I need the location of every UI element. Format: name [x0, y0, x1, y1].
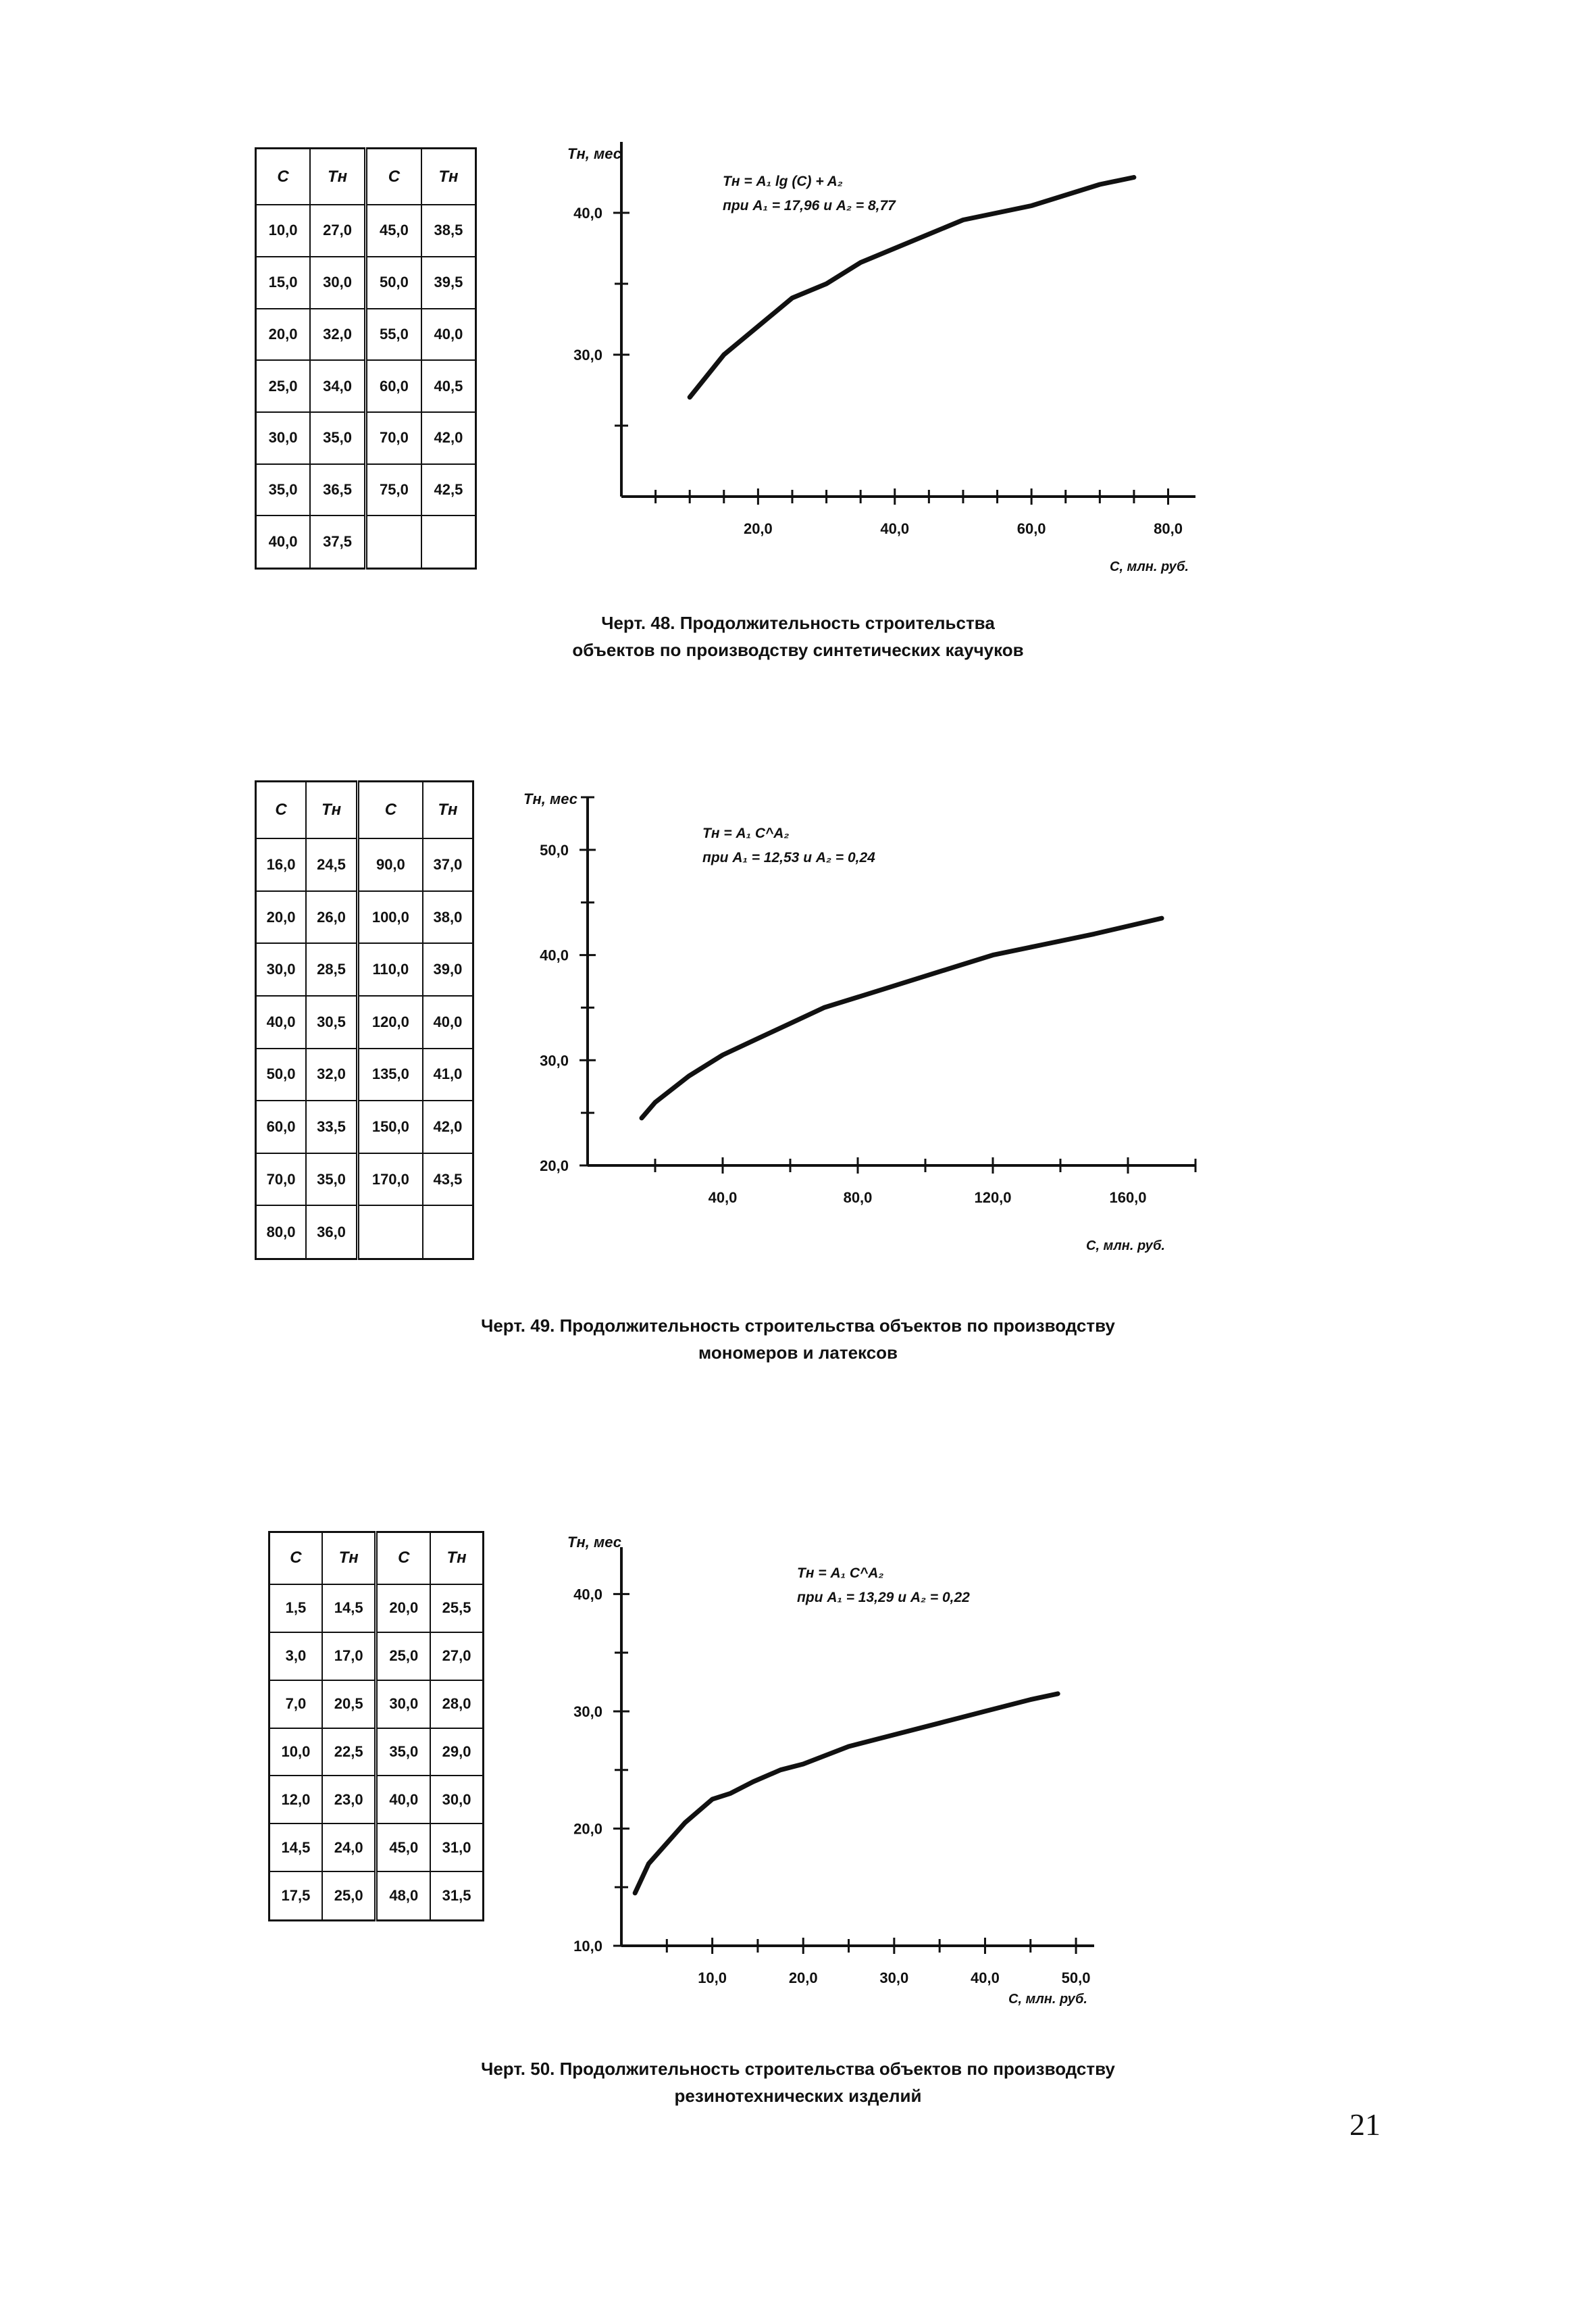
- table-cell: 28,0: [430, 1680, 483, 1728]
- table-cell: 75,0: [365, 464, 421, 516]
- table-header-cell: Tн: [310, 149, 365, 205]
- table-header-cell: Tн: [322, 1532, 376, 1584]
- x-tick-label: 40,0: [971, 1969, 1000, 1986]
- caption-line: резинотехнических изделий: [674, 2086, 922, 2106]
- table-header-cell: C: [357, 782, 422, 839]
- table-cell: 70,0: [365, 412, 421, 464]
- table-cell: 12,0: [269, 1776, 322, 1823]
- table-cell: 23,0: [322, 1776, 376, 1823]
- table-row: [256, 515, 476, 568]
- table-cell: 42,5: [421, 464, 476, 516]
- table-row: [256, 1205, 473, 1259]
- x-tick-label: 20,0: [743, 520, 773, 537]
- y-tick-label: 20,0: [540, 1157, 569, 1174]
- table-cell: 37,0: [423, 838, 473, 891]
- table-row: [256, 1153, 473, 1206]
- table-row: [256, 309, 476, 361]
- x-axis-label: C, млн. руб.: [1086, 1238, 1165, 1253]
- table-cell: 7,0: [269, 1680, 322, 1728]
- x-tick-label: 40,0: [880, 520, 910, 537]
- y-tick-label: 30,0: [573, 1703, 602, 1720]
- table-cell: 30,0: [310, 257, 365, 309]
- table-cell: 17,0: [322, 1632, 376, 1680]
- table-header-cell: C: [376, 1532, 430, 1584]
- series-line: [635, 1694, 1058, 1893]
- caption-fig50: [0, 2055, 1596, 2109]
- y-tick-label: 10,0: [573, 1938, 602, 1955]
- table-cell: 25,0: [256, 360, 311, 412]
- table-row: [269, 1823, 484, 1871]
- table-row: [256, 943, 473, 996]
- table-cell: 48,0: [376, 1871, 430, 1920]
- table-cell: 40,0: [376, 1776, 430, 1823]
- table-cell: 31,0: [430, 1823, 483, 1871]
- table-header-cell: Tн: [421, 149, 476, 205]
- data-table-fig50: [268, 1531, 484, 1921]
- x-tick-label: 30,0: [879, 1969, 909, 1986]
- table-cell: 80,0: [256, 1205, 307, 1259]
- table-header-cell: Tн: [423, 782, 473, 839]
- table-cell: 37,5: [310, 515, 365, 568]
- table-row: [269, 1632, 484, 1680]
- caption-line: объектов по производству синтетических каучуков: [572, 640, 1024, 660]
- table-cell: 25,0: [322, 1871, 376, 1920]
- x-tick-label: 160,0: [1109, 1189, 1147, 1206]
- table-cell: 30,0: [256, 412, 311, 464]
- caption-line: Черт. 50. Продолжительность строительства объектов по производству: [481, 2059, 1115, 2079]
- formula-text: при A₁ = 17,96 и A₂ = 8,77: [723, 198, 896, 213]
- table-row: [269, 1584, 484, 1632]
- table-cell: [365, 515, 421, 568]
- table-row: [256, 996, 473, 1049]
- table-cell: 27,0: [430, 1632, 483, 1680]
- table-header-cell: Tн: [430, 1532, 483, 1584]
- table-cell: 42,0: [423, 1101, 473, 1153]
- table-cell: 43,5: [423, 1153, 473, 1206]
- table-cell: 1,5: [269, 1584, 322, 1632]
- table-cell: 36,0: [306, 1205, 357, 1259]
- y-tick-label: 20,0: [573, 1820, 602, 1838]
- table-cell: 41,0: [423, 1049, 473, 1101]
- page-number: 21: [1349, 2107, 1381, 2142]
- y-tick-label: 40,0: [573, 205, 602, 222]
- table-cell: 35,0: [306, 1153, 357, 1206]
- y-tick-label: 30,0: [540, 1052, 569, 1070]
- table-row: [256, 1101, 473, 1153]
- table-cell: 170,0: [357, 1153, 422, 1206]
- formula-text: Tн = A₁ lg (C) + A₂: [723, 174, 843, 189]
- caption-line: Черт. 49. Продолжительность строительства объектов по производству: [481, 1315, 1115, 1336]
- table-cell: [357, 1205, 422, 1259]
- table-cell: 45,0: [365, 205, 421, 257]
- table-cell: 25,5: [430, 1584, 483, 1632]
- table-header-row: [269, 1532, 484, 1584]
- table-header-cell: C: [256, 149, 311, 205]
- x-tick-label: 120,0: [974, 1189, 1012, 1206]
- formula-text: при A₁ = 12,53 и A₂ = 0,24: [702, 850, 875, 865]
- table-cell: 30,5: [306, 996, 357, 1049]
- formula-text: Tн = A₁ C^A₂: [797, 1565, 884, 1581]
- table-header-cell: Tн: [306, 782, 357, 839]
- table-cell: 15,0: [256, 257, 311, 309]
- x-tick-label: 60,0: [1016, 520, 1046, 537]
- table-cell: 100,0: [357, 891, 422, 944]
- table-cell: 38,0: [423, 891, 473, 944]
- x-tick-label: 20,0: [788, 1969, 818, 1986]
- table-cell: 36,5: [310, 464, 365, 516]
- formula-text: Tн = A₁ C^A₂: [702, 826, 790, 841]
- table-cell: 30,0: [256, 943, 307, 996]
- table-row: [256, 891, 473, 944]
- y-tick-label: 40,0: [573, 1586, 602, 1603]
- table-cell: 27,0: [310, 205, 365, 257]
- chart-fig49: [507, 777, 1222, 1277]
- data-table-fig48: [255, 147, 477, 570]
- x-tick-label: 40,0: [708, 1189, 738, 1206]
- table-header-row: [256, 149, 476, 205]
- table-row: [269, 1728, 484, 1776]
- table-cell: 35,0: [256, 464, 311, 516]
- table-cell: 35,0: [376, 1728, 430, 1776]
- table-cell: 120,0: [357, 996, 422, 1049]
- caption-line: Черт. 48. Продолжительность строительства: [601, 613, 995, 633]
- table-row: [256, 360, 476, 412]
- table-cell: 10,0: [269, 1728, 322, 1776]
- table-row: [269, 1680, 484, 1728]
- table-cell: 33,5: [306, 1101, 357, 1153]
- data-table-fig49: [255, 780, 474, 1260]
- table-cell: 40,0: [423, 996, 473, 1049]
- y-axis-label: Tн, мес: [567, 145, 621, 162]
- table-header-row: [256, 782, 473, 839]
- table-row: [256, 205, 476, 257]
- table-cell: 26,0: [306, 891, 357, 944]
- table-cell: 22,5: [322, 1728, 376, 1776]
- table-cell: 31,5: [430, 1871, 483, 1920]
- table-cell: 32,0: [310, 309, 365, 361]
- table-cell: 20,0: [256, 891, 307, 944]
- caption-fig48: [0, 609, 1596, 663]
- y-axis-label: Tн, мес: [523, 790, 577, 807]
- y-tick-label: 40,0: [540, 947, 569, 964]
- table-row: [256, 257, 476, 309]
- table-cell: 60,0: [256, 1101, 307, 1153]
- table-cell: 20,0: [376, 1584, 430, 1632]
- table-cell: 50,0: [365, 257, 421, 309]
- series-line: [642, 918, 1162, 1118]
- table-cell: 60,0: [365, 360, 421, 412]
- table-cell: 20,0: [256, 309, 311, 361]
- table-cell: 10,0: [256, 205, 311, 257]
- table-cell: 29,0: [430, 1728, 483, 1776]
- table-cell: 40,0: [256, 996, 307, 1049]
- table-cell: [423, 1205, 473, 1259]
- table-header-cell: C: [365, 149, 421, 205]
- table-cell: 32,0: [306, 1049, 357, 1101]
- table-cell: 24,0: [322, 1823, 376, 1871]
- table-cell: 55,0: [365, 309, 421, 361]
- table-cell: 34,0: [310, 360, 365, 412]
- table-cell: 45,0: [376, 1823, 430, 1871]
- chart-fig48: [540, 132, 1229, 591]
- table-cell: 35,0: [310, 412, 365, 464]
- table-row: [256, 412, 476, 464]
- table-header-cell: C: [256, 782, 307, 839]
- x-tick-label: 80,0: [843, 1189, 873, 1206]
- table-cell: 24,5: [306, 838, 357, 891]
- x-tick-label: 50,0: [1061, 1969, 1091, 1986]
- table-cell: 14,5: [322, 1584, 376, 1632]
- table-cell: 3,0: [269, 1632, 322, 1680]
- table-cell: 90,0: [357, 838, 422, 891]
- table-cell: 70,0: [256, 1153, 307, 1206]
- chart-fig50: [540, 1527, 1148, 2013]
- table-cell: 28,5: [306, 943, 357, 996]
- table-header-cell: C: [269, 1532, 322, 1584]
- formula-text: при A₁ = 13,29 и A₂ = 0,22: [797, 1590, 970, 1605]
- table-cell: 150,0: [357, 1101, 422, 1153]
- caption-fig49: [0, 1312, 1596, 1366]
- table-cell: 38,5: [421, 205, 476, 257]
- table-row: [256, 1049, 473, 1101]
- table-cell: 14,5: [269, 1823, 322, 1871]
- table-cell: [421, 515, 476, 568]
- caption-line: мономеров и латексов: [698, 1342, 898, 1363]
- table-cell: 39,5: [421, 257, 476, 309]
- table-cell: 17,5: [269, 1871, 322, 1920]
- table-cell: 25,0: [376, 1632, 430, 1680]
- table-cell: 30,0: [430, 1776, 483, 1823]
- table-cell: 135,0: [357, 1049, 422, 1101]
- table-cell: 40,0: [256, 515, 311, 568]
- y-tick-label: 30,0: [573, 347, 602, 363]
- table-cell: 30,0: [376, 1680, 430, 1728]
- table-cell: 42,0: [421, 412, 476, 464]
- x-axis-label: C, млн. руб.: [1008, 1992, 1087, 2007]
- table-cell: 110,0: [357, 943, 422, 996]
- table-row: [269, 1871, 484, 1920]
- x-tick-label: 10,0: [698, 1969, 727, 1986]
- x-tick-label: 80,0: [1154, 520, 1183, 537]
- x-axis-label: C, млн. руб.: [1110, 559, 1189, 574]
- table-cell: 16,0: [256, 838, 307, 891]
- table-cell: 50,0: [256, 1049, 307, 1101]
- table-cell: 40,5: [421, 360, 476, 412]
- table-row: [256, 464, 476, 516]
- table-row: [269, 1776, 484, 1823]
- y-tick-label: 50,0: [540, 841, 569, 859]
- y-axis-label: Tн, мес: [567, 1534, 621, 1551]
- table-cell: 40,0: [421, 309, 476, 361]
- table-row: [256, 838, 473, 891]
- table-cell: 39,0: [423, 943, 473, 996]
- table-cell: 20,5: [322, 1680, 376, 1728]
